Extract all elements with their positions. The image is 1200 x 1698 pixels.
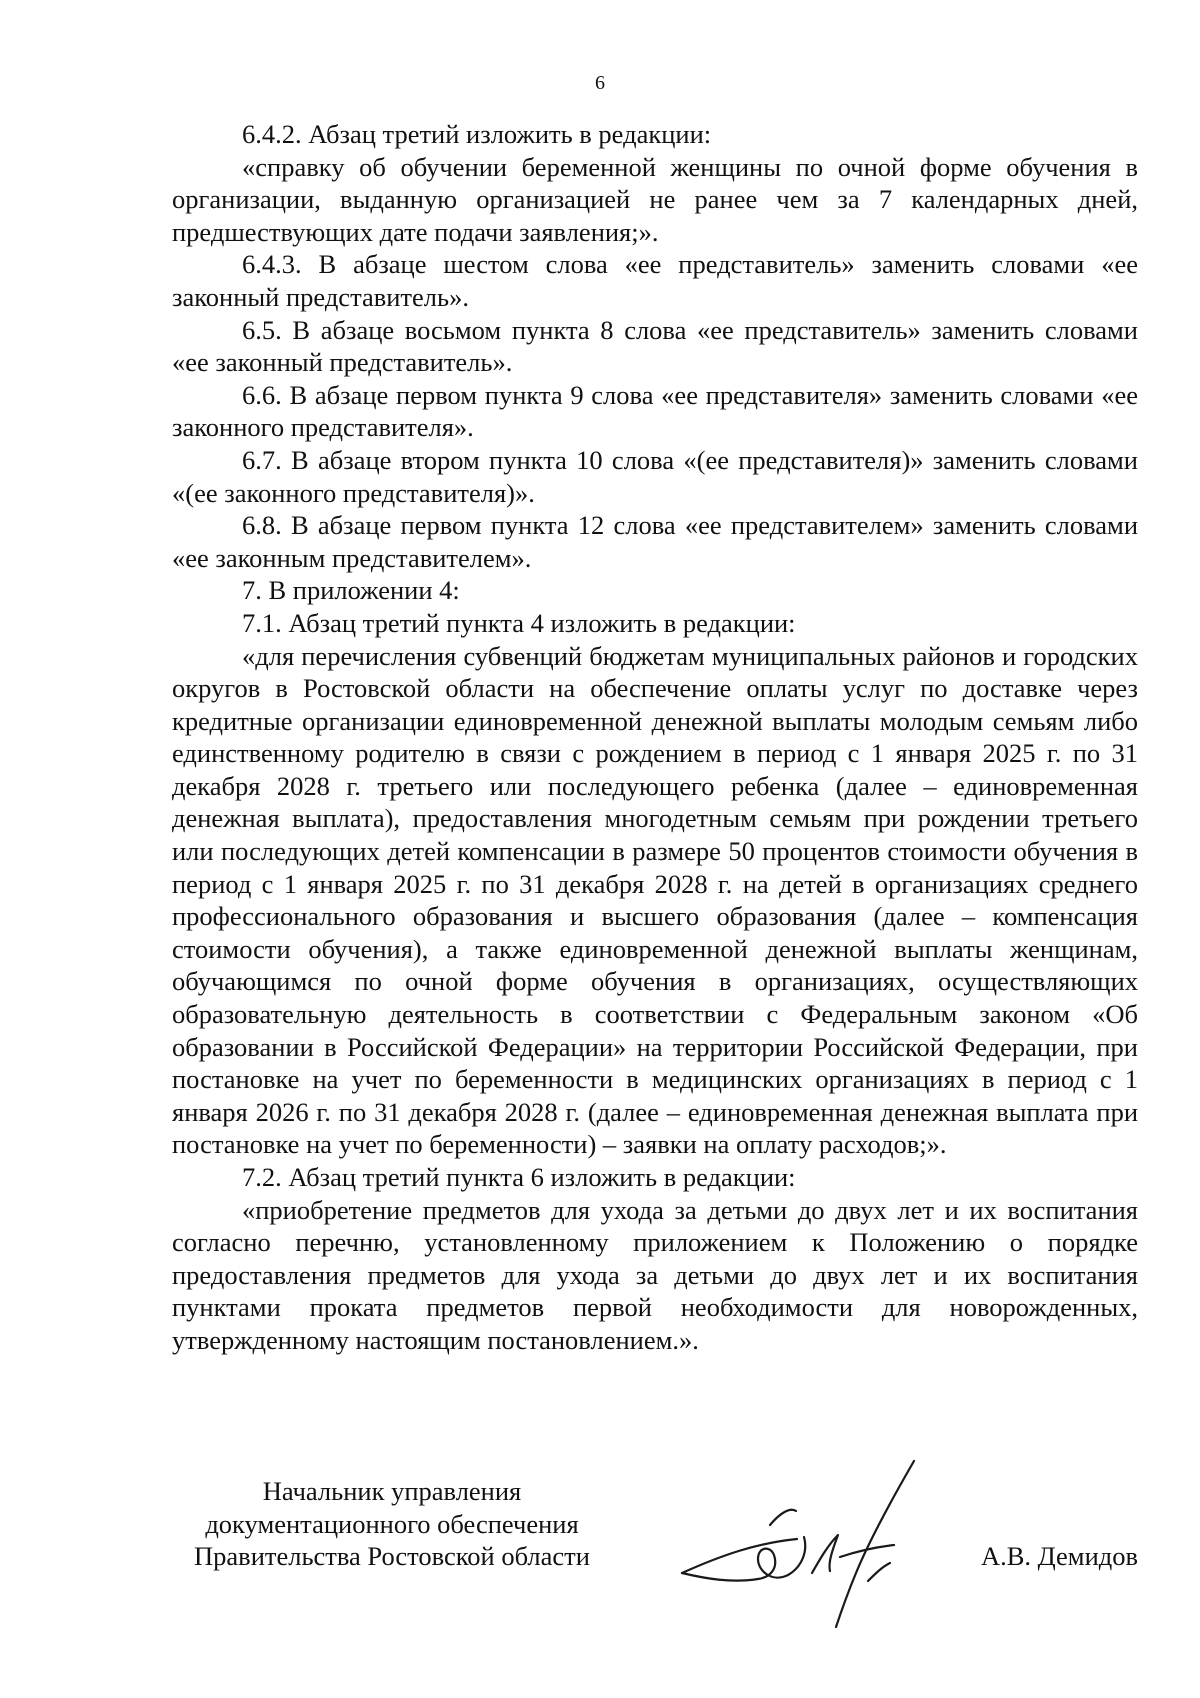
paragraph: 6.8. В абзаце первом пункта 12 слова «ее представителем» заменить словами «ее законным представителем». (172, 510, 1138, 573)
signatory-name: А.В. Демидов (980, 1541, 1138, 1571)
signatory-title-line: Правительства Ростовской области (194, 1541, 590, 1572)
paragraph: 7. В приложении 4: (242, 575, 460, 606)
paragraph: 6.4.3. В абзаце шестом слова «ее представитель» заменить словами «ее законный представитель». (172, 249, 1138, 312)
paragraph: «справку об обучении беременной женщины по очной форме обучения в организации, выданную организацией не ранее чем за 7 календарных дней, предшествующих дате подачи заявления;». (172, 151, 1138, 247)
page-number: 6 (595, 72, 605, 94)
signatory-title-line: Начальник управления (262, 1476, 522, 1506)
signature-block (172, 1475, 1138, 1645)
paragraph: 7.1. Абзац третий пункта 4 изложить в редакции: (242, 607, 796, 638)
document-body (172, 118, 1138, 1357)
signatory-title-line: документационного обеспечения (205, 1508, 579, 1539)
paragraph: «для перечисления субвенций бюджетам муниципальных районов и городских округов в Ростовской области на обеспечение оплаты услуг по доставке через кредитные организации единовременной денежной выплаты молодым семьям либо единственному родителю в связи с рождением в период с 1 января 2025 г. по 31 декабря 2028 г. третьего или последующего ребенка (далее – единовременная денежная выплата), предоставления многодетным семьям при рождении третьего или последующих детей компенсации в размере 50 процентов стоимости обучения в период с 1 января 2025 г. по 31 декабря 2028 г. на детей в организациях среднего профессионального образования и высшего образования (далее – компенсация стоимости обучения), а также единовременной денежной выплаты женщинам, обучающимся по очной форме обучения в организациях, осуществляющих образовательную деятельность в соответствии с Федеральным законом «Об образовании в Российской Федерации» на территории Российской Федерации, при постановке на учет по беременности в медицинских организациях в период с 1 января 2026 г. по 31 декабря 2028 г. (далее – единовременная денежная выплата при постановке на учет по беременности) – заявки на оплату расходов;». (172, 640, 1138, 1160)
paragraph: 6.7. В абзаце втором пункта 10 слова «(ее представителя)» заменить словами «(ее законного представителя)». (172, 444, 1138, 508)
signatory-title (172, 1475, 612, 1573)
paragraph: 6.6. В абзаце первом пункта 9 слова «ее представителя» заменить словами «ее законного представителя». (172, 379, 1138, 443)
handwritten-signature-icon (662, 1455, 962, 1635)
paragraph: 6.4.2. Абзац третий изложить в редакции: (242, 119, 712, 149)
paragraph: 6.5. В абзаце восьмом пункта 8 слова «ее представитель» заменить словами «ее законный представитель». (172, 314, 1138, 378)
paragraph: «приобретение предметов для ухода за детьми до двух лет и их воспитания согласно перечню, установленному приложением к Положению о порядке предоставления предметов для ухода за детьми до двух лет и их воспитания пунктами проката предметов первой необходимости для новорожденных, утвержденному настоящим постановлением.». (172, 1194, 1138, 1355)
paragraph: 7.2. Абзац третий пункта 6 изложить в редакции: (242, 1162, 796, 1192)
